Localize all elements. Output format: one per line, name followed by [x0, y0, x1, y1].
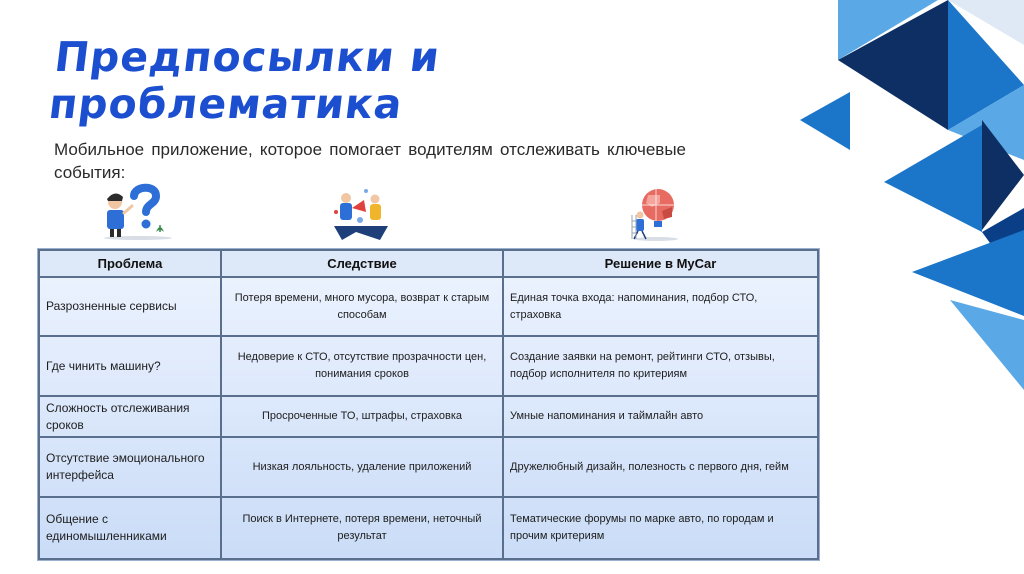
cell-consequence: Поиск в Интернете, потеря времени, неточный результат: [221, 497, 503, 559]
header-solution: Решение в MyCar: [503, 250, 818, 277]
table-row: [39, 336, 818, 396]
title-line-1: Предпосылки и: [52, 33, 443, 81]
globe-puzzle-icon: [624, 185, 688, 241]
cell-solution: Дружелюбный дизайн, полезность с первого дня, гейм: [503, 437, 818, 497]
cell-solution: Умные напоминания и таймлайн авто: [503, 396, 818, 437]
table-row: [39, 497, 818, 559]
cell-solution: Тематические форумы по марке авто, по городам и прочим критериям: [503, 497, 818, 559]
megaphone-team-icon: [330, 186, 392, 242]
cell-consequence: Низкая лояльность, удаление приложений: [221, 437, 503, 497]
cell-problem: Общение с единомышленниками: [39, 497, 221, 559]
cell-solution: Создание заявки на ремонт, рейтинги СТО, отзывы, подбор исполнителя по критериям: [503, 336, 818, 396]
cell-consequence: Недоверие к СТО, отсутствие прозрачности цен, понимания сроков: [221, 336, 503, 396]
confused-person-question-icon: [98, 182, 178, 240]
cell-problem: Сложность отслеживания сроков: [39, 396, 221, 437]
title-line-2: проблематика: [46, 80, 406, 128]
cell-consequence: Просроченные ТО, штрафы, страховка: [221, 396, 503, 437]
problems-table: [38, 249, 819, 560]
table-row: [39, 437, 818, 497]
header-problem: Проблема: [39, 250, 221, 277]
table-row: [39, 396, 818, 437]
cell-problem: Где чинить машину?: [39, 336, 221, 396]
table-row: [39, 277, 818, 336]
page-title: [46, 34, 443, 128]
table-header-row: [39, 250, 818, 277]
subtitle: Мобильное приложение, которое помогает водителям отслеживать ключевые события:: [54, 140, 686, 182]
cell-consequence: Потеря времени, много мусора, возврат к старым способам: [221, 277, 503, 336]
cell-problem: Разрозненные сервисы: [39, 277, 221, 336]
cell-problem: Отсутствие эмоционального интерфейса: [39, 437, 221, 497]
cell-solution: Единая точка входа: напоминания, подбор СТО, страховка: [503, 277, 818, 336]
header-consequence: Следствие: [221, 250, 503, 277]
